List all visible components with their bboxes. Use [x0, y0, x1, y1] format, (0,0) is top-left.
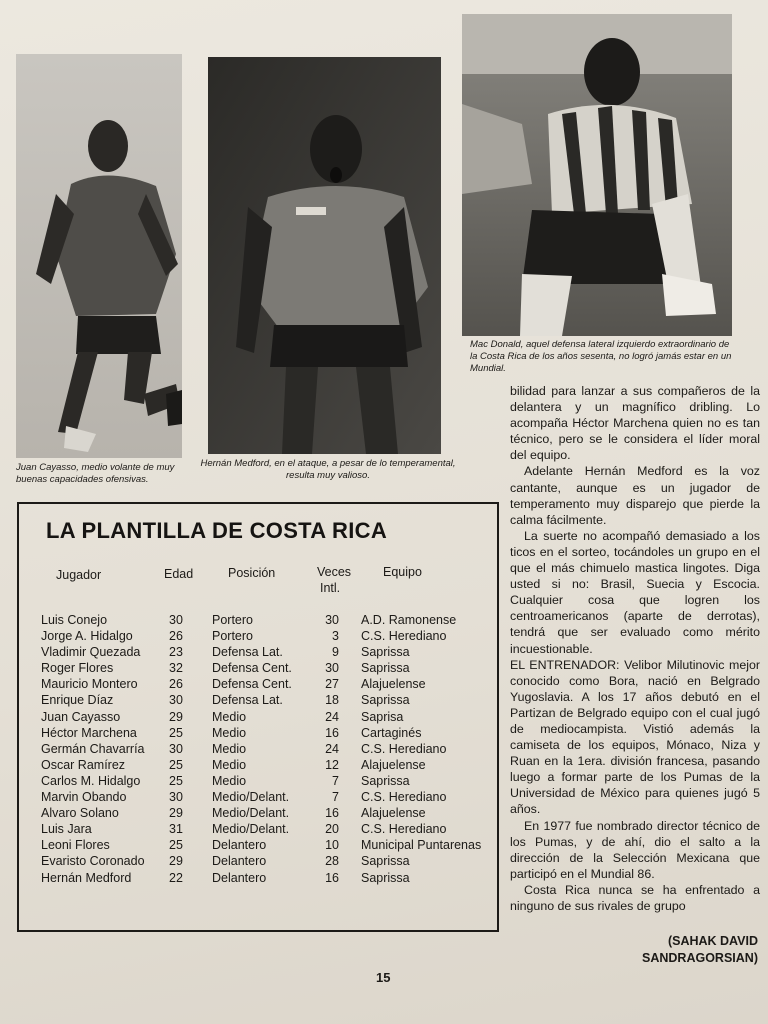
player-name: Héctor Marchena — [41, 725, 137, 740]
player-age: 25 — [169, 725, 183, 740]
player-caps: 3 — [332, 629, 339, 644]
player-team: C.S. Herediano — [361, 741, 447, 756]
player-caps: 16 — [325, 725, 339, 740]
player-age: 26 — [169, 629, 183, 644]
player-team: A.D. Ramonense — [361, 613, 457, 627]
player-caps: 16 — [325, 870, 339, 885]
player-caps: 20 — [325, 822, 339, 837]
player-team: C.S. Herediano — [361, 790, 447, 805]
player-name: Leoni Flores — [41, 838, 110, 853]
player-age: 22 — [169, 870, 183, 885]
player-team: Saprissa — [361, 854, 410, 869]
player-age: 30 — [169, 790, 183, 805]
player-position: Portero — [212, 629, 253, 644]
page-number: 15 — [376, 970, 391, 985]
player-name: Alvaro Solano — [41, 806, 119, 821]
header-position: Posición — [228, 566, 276, 580]
player-position: Medio/Delant. — [212, 822, 290, 837]
author-signature — [642, 933, 758, 967]
player-position: Medio — [212, 773, 247, 788]
player-caps: 7 — [332, 790, 339, 805]
player-age: 25 — [169, 757, 183, 772]
player-name: Carlos M. Hidalgo — [41, 773, 141, 788]
player-team: Municipal Puntarenas — [361, 838, 482, 853]
player-position: Medio/Delant. — [212, 790, 290, 805]
article-paragraph: La suerte no acompañó demasiado a los ticos en el sorteo, tocándoles un grupo en el que el más chimuelo mastica lingotes. Diga usted si no: Brasil, Suecia y Escocia. Cualquier cosa que logren los centroamericanos (aparte de derrotas), tendrá que ser evaluado como mérito incuestionable. — [510, 528, 760, 656]
player-team: C.S. Herediano — [361, 822, 447, 837]
signature-line-2: SANDRAGORSIAN) — [642, 951, 758, 965]
player-age: 32 — [169, 661, 183, 676]
player-caps: 24 — [325, 709, 339, 724]
player-caps: 16 — [325, 806, 339, 821]
player-age: 29 — [169, 709, 183, 724]
player-name: Oscar Ramírez — [41, 757, 126, 772]
player-position: Delantero — [212, 870, 267, 885]
header-caps-line1: Veces — [317, 565, 352, 579]
player-name: Mauricio Montero — [41, 677, 138, 692]
player-caps: 10 — [325, 838, 339, 853]
player-team: Alajuelense — [361, 757, 426, 772]
player-name: Jorge A. Hidalgo — [41, 629, 133, 644]
player-team: Cartaginés — [361, 725, 422, 740]
player-age: 29 — [169, 854, 183, 869]
photo-hernan-medford — [208, 57, 441, 454]
player-position: Defensa Lat. — [212, 645, 283, 660]
player-team: Saprissa — [361, 645, 410, 660]
header-caps-line2: Intl. — [320, 581, 341, 595]
player-caps: 9 — [332, 645, 339, 660]
player-caps: 18 — [325, 693, 339, 708]
player-position: Medio — [212, 709, 247, 724]
player-caps: 28 — [325, 854, 339, 869]
player-team: Saprissa — [361, 693, 410, 708]
player-team: Alajuelense — [361, 806, 426, 821]
player-age: 25 — [169, 773, 183, 788]
player-name: Vladimir Quezada — [41, 645, 141, 660]
article-column — [510, 383, 760, 914]
header-player: Jugador — [56, 568, 102, 582]
player-name: Juan Cayasso — [41, 709, 121, 724]
player-age: 30 — [169, 741, 183, 756]
player-caps: 27 — [325, 677, 339, 692]
header-team: Equipo — [383, 565, 422, 579]
signature-line-1: (SAHAK DAVID — [667, 934, 758, 948]
article-paragraph: En 1977 fue nombrado director técnico de los Pumas, y de ahí, dio el salto a la dirección de la Selección Mexicana que participó en el Mundial 86. — [510, 818, 760, 881]
player-team: C.S. Herediano — [361, 629, 447, 644]
player-team: Alajuelense — [361, 677, 426, 692]
player-team: Saprissa — [361, 870, 410, 885]
player-age: 30 — [169, 613, 183, 627]
player-name: Hernán Medford — [41, 870, 132, 885]
player-position: Medio — [212, 725, 247, 740]
player-caps: 30 — [325, 613, 339, 627]
player-running-image — [16, 54, 182, 458]
player-position: Delantero — [212, 854, 267, 869]
header-age: Edad — [164, 567, 194, 581]
player-celebrating-image — [208, 57, 441, 454]
player-name: Luis Conejo — [41, 613, 108, 627]
player-position: Defensa Cent. — [212, 661, 292, 676]
player-position: Delantero — [212, 838, 267, 853]
player-team: Saprissa — [361, 661, 410, 676]
player-age: 30 — [169, 693, 183, 708]
player-position: Defensa Lat. — [212, 693, 283, 708]
player-name: Luis Jara — [41, 822, 92, 837]
player-position: Portero — [212, 613, 253, 627]
player-team: Saprissa — [361, 773, 410, 788]
article-paragraph: bilidad para lanzar a sus compañeros de la delantera y un magnífico dribling. Lo acompaña Héctor Marchena quien no es tan técnico, pero se le considera el líder moral del equipo. — [510, 384, 760, 463]
player-name: Marvin Obando — [41, 790, 127, 805]
player-caps: 24 — [325, 741, 339, 756]
player-team: Saprisa — [361, 709, 404, 724]
photo-mac-donald — [462, 14, 732, 336]
player-name: Germán Chavarría — [41, 741, 145, 756]
player-caps: 7 — [332, 773, 339, 788]
player-age: 23 — [169, 645, 183, 660]
player-name: Evaristo Coronado — [41, 854, 145, 869]
article-coach-paragraph: EL ENTRENADOR: Velibor Milutinovic mejor conocido como Bora, nació en Belgrado Yugoslavia. A los 17 años debutó en el Partizan de Belgrado equipo con el cual jugó de mediocampista. Vistió además la camiseta de los equipos, Mónaco, Niza y Ruan en la 1era. división francesa, pasando luego a formar parte de los Pumas de la Universidad de México para quienes jugó 5 años. — [510, 657, 760, 817]
squad-table-title: LA PLANTILLA DE COSTA RICA — [46, 518, 388, 543]
article-paragraph: Adelante Hernán Medford es la voz cantante, aunque es un jugador de temperamento muy disparejo que pierde la calma fácilmente. — [510, 464, 760, 527]
player-name: Roger Flores — [41, 661, 114, 676]
caption-macdonald: Mac Donald, aquel defensa lateral izquierdo extraordinario de la Costa Rica de los años sesenta, no logró jamás estar en un Mundial. — [470, 339, 732, 374]
player-position: Medio/Delant. — [212, 806, 290, 821]
player-tying-boot-image — [462, 14, 732, 336]
article-paragraph: Costa Rica nunca se ha enfrentado a ninguno de sus rivales de grupo — [510, 882, 760, 913]
player-caps: 30 — [325, 661, 339, 676]
player-caps: 12 — [325, 757, 339, 772]
player-name: Enrique Díaz — [41, 693, 114, 708]
player-age: 26 — [169, 677, 183, 692]
player-position: Medio — [212, 741, 247, 756]
player-position: Defensa Cent. — [212, 677, 292, 692]
caption-cayasso: Juan Cayasso, medio volante de muy buenas capacidades ofensivas. — [16, 462, 175, 485]
player-age: 31 — [169, 822, 183, 837]
photo-juan-cayasso — [16, 54, 182, 458]
player-age: 29 — [169, 806, 183, 821]
player-age: 25 — [169, 838, 183, 853]
player-position: Medio — [212, 757, 247, 772]
caption-medford: Hernán Medford, en el ataque, a pesar de lo temperamental, resulta muy valioso. — [200, 458, 456, 481]
